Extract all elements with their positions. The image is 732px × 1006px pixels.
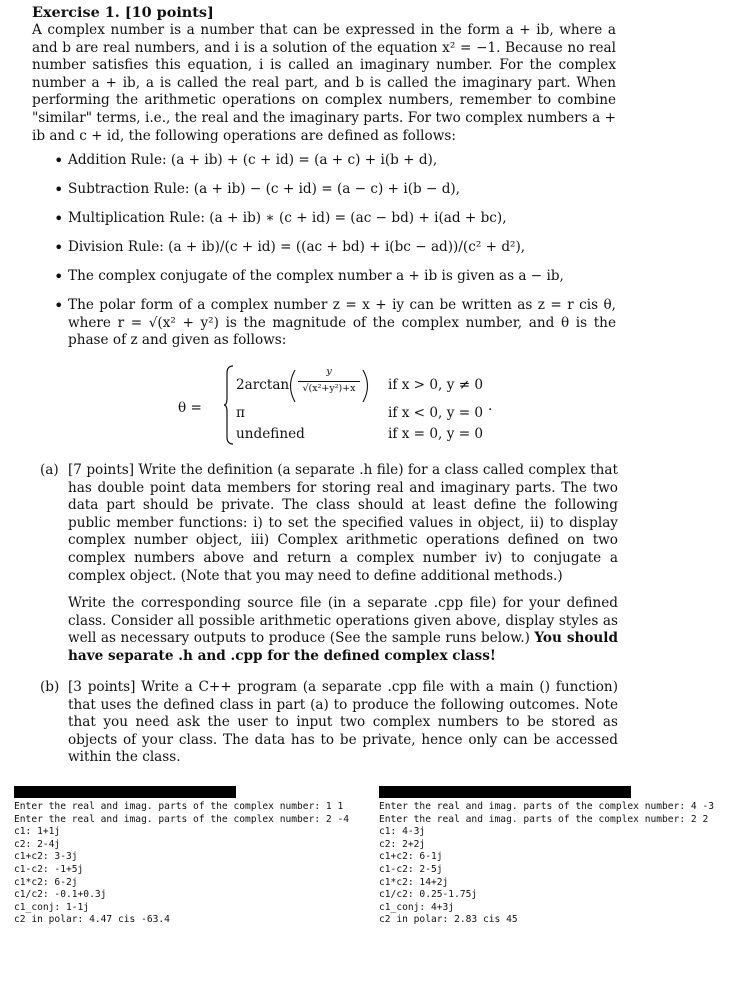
case1-numerator: y [326,366,332,377]
part-a-label: (a) [40,462,59,478]
rule-conjugate: • The complex conjugate of the complex number a + ib is given as a − ib, [54,268,616,286]
case1-value: 2arctan [236,377,290,393]
console-line: c1/c2: 0.25-1.75j [379,889,478,901]
exercise-intro: A complex number is a number that can be expressed in the form a + ib, where a and b are real numbers, and i is a solution of the equation x² = −1. Because no real number satisfies this equation, i is called an imaginary number. For the complex number a + ib, a is called the real part, and b is called the imaginary part. When performing the arithmetic operations on complex numbers, remember to combine "similar" terms, i.e., the real and the imaginary parts. For two complex numbers a + ib and c + id, the following operations are defined as follows: [32,22,616,144]
case3-condition: if x = 0, y = 0 [388,426,484,442]
terminal-titlebar [379,786,631,798]
console-line: c2: 2+2j [379,838,426,850]
terminal-titlebar [14,786,236,798]
console-line: c1-c2: -1+5j [14,863,84,875]
rule-division: • Division Rule: (a + ib)/(c + id) = ((ac + bd) + i(bc − ad))/(c² + d²), [54,239,616,257]
console-line: Enter the real and imag. parts of the complex number: 4 -3 [379,801,715,812]
case2-value: π [236,405,245,421]
console-line: c1/c2: -0.1+0.3j [14,889,107,901]
rule-addition: • Addition Rule: (a + ib) + (c + id) = (a + c) + i(b + d), [54,152,616,170]
console-line: c1*c2: 6-2j [14,876,78,888]
case1-denominator: √(x²+y²)+x [302,383,356,394]
console-line: c1+c2: 6-1j [379,851,443,863]
sample-run-2 [379,786,729,927]
console-line: c1: 1+1j [14,826,61,838]
part-b-label: (b) [40,679,60,695]
console-line: Enter the real and imag. parts of the complex number: 2 2 [379,813,709,825]
part-a-paragraph-1: [7 points] Write the definition (a separate .h file) for a class called complex that has double point data members for storing real and imaginary parts. The two data part should be private. The class should at least define the following public member functions: i) to set the specified values in object, ii) to display complex number object, iii) Complex arithmetic operations defined on two complex numbers above and return a complex number iv) to conjugate a complex object. (Note that you may need to define additional methods.) [68,462,618,584]
sample-run-1 [14,786,364,927]
part-a-paragraph-2 [68,595,618,665]
part-a [40,462,618,676]
part-a-paragraph-2-bold: You should have separate .h and .cpp for the defined complex class! [68,630,618,664]
rules-list [54,152,616,361]
case1-condition: if x > 0, y ≠ 0 [388,377,484,393]
console-line: c1_conj: 1-1j [14,901,90,913]
part-b-paragraph: [3 points] Write a C++ program (a separate .cpp file with a main () function) that uses the defined class in part (a) to produce the following outcomes. Note that you need ask the user to input two complex numbers to be stored as objects of your class. The data has to be private, hence only can be accessed within the class. [68,679,618,766]
console-line: c1*c2: 14+2j [379,876,449,888]
part-b [40,679,618,777]
right-paren-icon [360,369,374,403]
left-brace-icon [224,365,234,445]
console-line: Enter the real and imag. parts of the complex number: 2 -4 [14,813,350,825]
case2-condition: if x < 0, y = 0 [388,405,484,421]
rule-polar-form: • The polar form of a complex number z = x + iy can be written as z = r cis θ, where r = √(x² + y²) is the magnitude of the complex number, and θ is the phase of z and given as follows: [54,297,616,350]
left-paren-icon [284,369,298,403]
console-line: c1: 4-3j [379,826,426,838]
console-line: c2 in polar: 2.83 cis 45 [379,914,518,926]
console-line: c2 in polar: 4.47 cis -63.4 [14,914,170,926]
fraction-bar [298,381,360,382]
console-line: c1_conj: 4+3j [379,901,455,913]
console-line: c1+c2: 3-3j [14,851,78,863]
case3-value: undefined [236,426,305,442]
part-a-paragraph-2-text: Write the corresponding source file (in a separate .cpp file) for your defined class. Consider all possible arithmetic operations given above, display styles as well as necessary outputs to produce (See the sample runs below.) [68,595,618,647]
rule-subtraction: • Subtraction Rule: (a + ib) − (c + id) = (a − c) + i(b − d), [54,181,616,199]
console-line: Enter the real and imag. parts of the complex number: 1 1 [14,801,344,812]
rule-multiplication: • Multiplication Rule: (a + ib) ∗ (c + id) = (ac − bd) + i(ad + bc), [54,210,616,228]
theta-lhs: θ = [178,400,202,416]
console-line: c1-c2: 2-5j [379,863,443,875]
trailing-dot: · [488,402,493,418]
exercise-title: Exercise 1. [10 points] [32,4,214,21]
console-line: c2: 2-4j [14,838,61,850]
